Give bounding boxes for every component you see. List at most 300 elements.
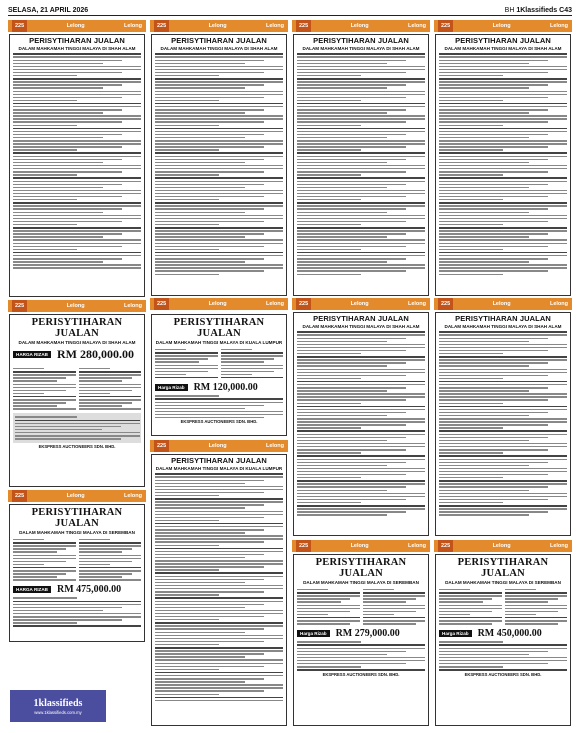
- text-line: [439, 644, 567, 646]
- column-2-lower: [150, 440, 288, 730]
- text-line: [297, 128, 425, 130]
- text-line: [79, 564, 110, 565]
- text-line: [363, 620, 426, 621]
- text-line: [439, 100, 503, 101]
- text-line: [297, 215, 425, 216]
- text-line: [439, 493, 567, 494]
- text-line: [155, 659, 283, 660]
- ad-listing: PERISYTIHARAN JUALAN DALAM MAHKAMAH TINGGI MALAYA DI SHAH ALAM: [9, 34, 145, 297]
- text-line: [297, 66, 425, 67]
- text-line: [439, 641, 503, 642]
- text-line: [79, 387, 142, 388]
- text-line: [155, 566, 264, 567]
- text-line: [155, 78, 283, 80]
- text-line: [13, 177, 141, 179]
- text-line: [439, 369, 567, 370]
- text-line: [297, 243, 425, 244]
- text-line: [439, 255, 567, 256]
- text-line: [297, 611, 350, 612]
- text-line: [297, 390, 387, 391]
- text-line: [439, 496, 567, 497]
- text-line: [297, 468, 425, 469]
- text-line: [439, 243, 567, 244]
- text-line: [439, 137, 529, 138]
- text-line: [155, 374, 186, 375]
- column-4-lower: [434, 540, 572, 730]
- wide-ad: [150, 312, 288, 436]
- text-line: [297, 156, 425, 157]
- text-line: [13, 205, 141, 206]
- text-line: [155, 193, 283, 194]
- text-line: [13, 137, 103, 138]
- text-line: [15, 432, 140, 433]
- text-line: [297, 598, 350, 599]
- text-line: [439, 459, 567, 460]
- text-line: [505, 595, 568, 596]
- text-line: [505, 589, 536, 590]
- text-line: [13, 212, 103, 213]
- text-line: [297, 125, 361, 126]
- text-line: [297, 334, 425, 335]
- text-line: [155, 607, 245, 608]
- text-line: [439, 72, 548, 73]
- text-line: [155, 476, 283, 477]
- text-line: [297, 505, 425, 507]
- text-line: [297, 270, 406, 271]
- text-line: [155, 91, 283, 92]
- text-line: [155, 75, 219, 76]
- text-line: [297, 415, 387, 416]
- text-line: [297, 359, 425, 360]
- text-line: [439, 406, 567, 408]
- text-line: [439, 146, 548, 147]
- text-line: [155, 669, 219, 670]
- text-line: [439, 334, 567, 335]
- text-line: [439, 381, 567, 383]
- text-line: [297, 177, 425, 179]
- text-line: [13, 267, 141, 268]
- text-line: [155, 361, 199, 362]
- text-line: [79, 555, 142, 556]
- text-line: [297, 452, 361, 453]
- text-line: [297, 218, 425, 219]
- text-line: [297, 378, 361, 379]
- text-line: [13, 94, 141, 95]
- text-line: [439, 264, 567, 265]
- text-line: [439, 362, 548, 363]
- text-line: [155, 635, 283, 636]
- text-line: [297, 375, 406, 376]
- text-line: [297, 480, 425, 482]
- text-line: [155, 72, 264, 73]
- ad-listing: PERISYTIHARAN JUALAN DALAM MAHKAMAH TINGGI MALAYA DI SHAH ALAM: [151, 34, 287, 296]
- text-line: [155, 368, 218, 369]
- text-line: [439, 112, 529, 113]
- text-line: [439, 208, 548, 209]
- text-line: [297, 109, 406, 110]
- text-line: [155, 121, 264, 122]
- text-line: [297, 69, 425, 70]
- text-line: [297, 365, 387, 366]
- text-line: [155, 650, 283, 651]
- text-line: [13, 597, 77, 598]
- text-line: [13, 261, 103, 262]
- text-line: [155, 616, 264, 617]
- text-line: [297, 666, 361, 667]
- text-line: [439, 103, 567, 105]
- text-line: [297, 372, 425, 373]
- text-line: [155, 171, 264, 172]
- text-line: [13, 384, 76, 385]
- text-line: [15, 435, 140, 436]
- text-line: [155, 246, 264, 247]
- text-line: [439, 239, 567, 240]
- text-line: [155, 622, 283, 624]
- text-line: [155, 511, 283, 512]
- text-line: [13, 243, 141, 244]
- text-line: [297, 614, 328, 615]
- text-line: [439, 412, 548, 413]
- text-line: [13, 140, 141, 141]
- text-line: [155, 545, 219, 546]
- text-line: [297, 56, 425, 57]
- text-line: [297, 608, 360, 609]
- text-line: [79, 573, 132, 574]
- text-line: [297, 412, 406, 413]
- text-line: [439, 608, 502, 609]
- text-line: [13, 118, 141, 119]
- text-line: [155, 694, 219, 695]
- text-line: [13, 78, 141, 80]
- text-line: [13, 75, 77, 76]
- text-line: [13, 112, 103, 113]
- text-line: [439, 81, 567, 82]
- text-line: [79, 368, 110, 369]
- text-line: [79, 561, 132, 562]
- 1klassifieds-logo: 1klassifieds www.1klassifieds.com.my: [10, 690, 106, 722]
- text-line: [155, 233, 264, 234]
- text-line: [297, 236, 387, 237]
- text-line: [439, 162, 529, 163]
- text-line: [155, 408, 245, 409]
- text-line: [297, 406, 425, 408]
- text-line: [155, 255, 283, 256]
- text-line: [13, 202, 141, 204]
- text-line: [13, 81, 141, 82]
- text-line: [363, 595, 426, 596]
- text-line: [439, 434, 567, 435]
- text-line: [13, 66, 141, 67]
- text-line: [297, 341, 387, 342]
- text-line: [297, 499, 406, 500]
- text-line: [155, 672, 283, 674]
- text-line: [439, 605, 502, 606]
- text-line: [13, 168, 141, 169]
- text-line: [297, 356, 425, 358]
- text-line: [155, 594, 219, 595]
- text-line: [155, 274, 219, 275]
- text-line: [221, 374, 252, 375]
- text-line: [155, 184, 264, 185]
- text-line: [297, 75, 361, 76]
- text-line: [297, 261, 387, 262]
- text-line: [155, 551, 283, 552]
- text-line: [297, 418, 425, 419]
- text-line: [155, 270, 264, 271]
- text-line: [439, 356, 567, 358]
- text-line: [297, 344, 425, 345]
- text-line: [439, 87, 529, 88]
- text-line: [155, 684, 283, 685]
- text-line: [297, 595, 360, 596]
- text-line: [13, 233, 122, 234]
- text-line: [155, 557, 245, 558]
- text-line: [155, 56, 283, 57]
- section-bar: 225 Lelong Lelong: [8, 300, 146, 312]
- text-line: [155, 597, 283, 599]
- text-line: [13, 368, 44, 369]
- text-line: [155, 168, 283, 169]
- text-line: [439, 430, 567, 432]
- text-line: [79, 548, 132, 549]
- text-line: [155, 174, 219, 175]
- text-line: [439, 511, 548, 512]
- text-line: [155, 236, 245, 237]
- page-label: BH 1Klassifieds C43: [504, 7, 572, 14]
- text-line: [155, 63, 245, 64]
- ad-listing: PERISYTIHARAN JUALAN DALAM MAHKAMAH TINGGI MALAYA DI SEREMBAN Harga Rizab RM 279,000.00 EKSPRESS AUCTIONEERS SDN. BHD.: [293, 554, 429, 726]
- text-line: [297, 72, 406, 73]
- text-line: [155, 417, 264, 418]
- text-line: [297, 187, 387, 188]
- text-line: [155, 628, 264, 629]
- section-bar: 225 Lelong Lelong: [434, 540, 572, 552]
- text-line: [155, 162, 245, 163]
- text-line: [297, 490, 387, 491]
- text-line: [13, 239, 141, 240]
- text-line: [155, 66, 283, 67]
- text-line: [439, 415, 529, 416]
- text-line: [155, 94, 283, 95]
- text-line: [439, 53, 567, 55]
- text-line: [363, 617, 426, 619]
- text-line: [13, 69, 141, 70]
- text-line: [439, 181, 567, 182]
- text-line: [79, 371, 142, 373]
- text-line: [439, 669, 567, 671]
- text-line: [297, 202, 425, 204]
- section-bar: 225 Lelong Lelong: [150, 440, 288, 452]
- text-line: [439, 258, 548, 259]
- text-line: [297, 511, 406, 512]
- text-line: [13, 548, 66, 549]
- text-line: [439, 418, 567, 419]
- text-line: [439, 375, 548, 376]
- text-line: [155, 267, 283, 268]
- text-line: [439, 118, 567, 119]
- text-line: [79, 408, 142, 409]
- text-line: [155, 100, 219, 101]
- text-line: [13, 115, 141, 116]
- text-line: [13, 619, 122, 620]
- text-line: [297, 137, 387, 138]
- text-line: [297, 149, 361, 150]
- text-line: [439, 449, 548, 450]
- text-line: [155, 230, 283, 231]
- text-line: [155, 258, 264, 259]
- text-line: [13, 579, 76, 580]
- text-line: [439, 143, 567, 144]
- text-line: [439, 274, 503, 275]
- text-line: [155, 402, 283, 403]
- text-line: [13, 264, 141, 265]
- text-line: [155, 115, 283, 116]
- text-line: [439, 202, 567, 204]
- text-line: [439, 505, 567, 507]
- text-line: [79, 374, 142, 375]
- text-line: [155, 489, 283, 490]
- ad-listing: PERISYTIHARAN JUALAN DALAM MAHKAMAH TINGGI MALAYA DI SHAH ALAM: [435, 312, 571, 536]
- text-line: [439, 56, 567, 57]
- text-line: [155, 395, 219, 396]
- text-line: [155, 249, 219, 250]
- text-line: [13, 199, 77, 200]
- text-line: [155, 156, 283, 157]
- text-line: [439, 359, 567, 360]
- text-line: [297, 353, 361, 354]
- text-line: [155, 69, 283, 70]
- text-line: [79, 402, 132, 403]
- text-line: [297, 660, 425, 661]
- text-line: [155, 264, 283, 265]
- text-line: [155, 666, 264, 667]
- text-line: [297, 644, 425, 646]
- text-line: [297, 483, 425, 484]
- text-line: [155, 134, 264, 135]
- text-line: [13, 53, 141, 55]
- text-line: [439, 187, 529, 188]
- text-line: [297, 208, 406, 209]
- text-line: [155, 81, 283, 82]
- text-line: [439, 443, 567, 444]
- text-line: [297, 387, 406, 388]
- text-line: [439, 233, 548, 234]
- text-line: [155, 520, 219, 521]
- text-line: [439, 477, 503, 478]
- text-line: [13, 109, 122, 110]
- section-bar: 225 Lelong Lelong: [292, 20, 430, 32]
- text-line: [155, 165, 283, 166]
- text-line: [297, 592, 360, 594]
- text-line: [439, 106, 567, 107]
- text-line: [297, 620, 360, 621]
- text-line: [155, 604, 264, 605]
- text-line: [439, 393, 567, 394]
- text-line: [155, 414, 283, 415]
- text-line: [13, 551, 57, 552]
- text-line: [439, 199, 503, 200]
- text-line: [439, 499, 548, 500]
- text-line: [439, 465, 529, 466]
- text-line: [13, 218, 141, 219]
- text-line: [297, 421, 425, 422]
- masthead: [8, 4, 572, 16]
- text-line: [13, 152, 141, 154]
- text-line: [79, 570, 142, 571]
- text-line: [297, 471, 425, 472]
- text-line: [79, 384, 142, 385]
- text-line: [13, 63, 103, 64]
- text-line: [297, 174, 361, 175]
- text-line: [155, 358, 208, 359]
- text-line: [439, 171, 548, 172]
- text-line: [297, 205, 425, 206]
- text-line: [13, 564, 44, 565]
- text-line: [297, 100, 361, 101]
- text-line: [13, 159, 122, 160]
- text-line: [155, 212, 245, 213]
- text-line: [13, 246, 122, 247]
- text-line: [297, 264, 425, 265]
- text-line: [297, 63, 387, 64]
- section-bar: 225 Lelong Lelong: [150, 298, 288, 310]
- text-line: [297, 121, 406, 122]
- text-line: [155, 181, 283, 182]
- text-line: [439, 125, 503, 126]
- text-line: [155, 678, 264, 679]
- text-line: [439, 598, 492, 599]
- text-line: [13, 374, 76, 375]
- text-line: [13, 399, 76, 400]
- text-line: [155, 517, 264, 518]
- text-line: [297, 162, 387, 163]
- text-line: [155, 656, 245, 657]
- text-line: [13, 193, 141, 194]
- text-line: [155, 128, 283, 130]
- text-line: [79, 380, 123, 381]
- text-line: [221, 365, 284, 366]
- text-line: [297, 258, 406, 259]
- text-line: [297, 146, 406, 147]
- text-line: [155, 554, 264, 555]
- text-line: [297, 601, 341, 602]
- text-line: [155, 261, 245, 262]
- text-line: [297, 112, 387, 113]
- text-line: [297, 396, 425, 397]
- text-line: [155, 492, 264, 493]
- column-3-lower: [292, 540, 430, 730]
- text-line: [13, 625, 141, 627]
- text-line: [13, 221, 122, 222]
- text-line: [155, 675, 283, 676]
- text-line: [13, 390, 66, 391]
- text-line: [297, 486, 406, 487]
- text-line: [297, 651, 406, 652]
- text-line: [439, 177, 567, 179]
- text-line: [439, 614, 470, 615]
- text-line: [297, 648, 425, 649]
- text-line: [13, 408, 76, 409]
- text-line: [221, 368, 284, 369]
- text-line: [13, 227, 141, 229]
- text-line: [155, 377, 218, 379]
- text-line: [439, 474, 548, 475]
- text-line: [297, 255, 425, 256]
- text-line: [505, 601, 549, 602]
- text-line: [439, 149, 503, 150]
- text-line: [155, 398, 283, 400]
- text-line: [155, 473, 283, 475]
